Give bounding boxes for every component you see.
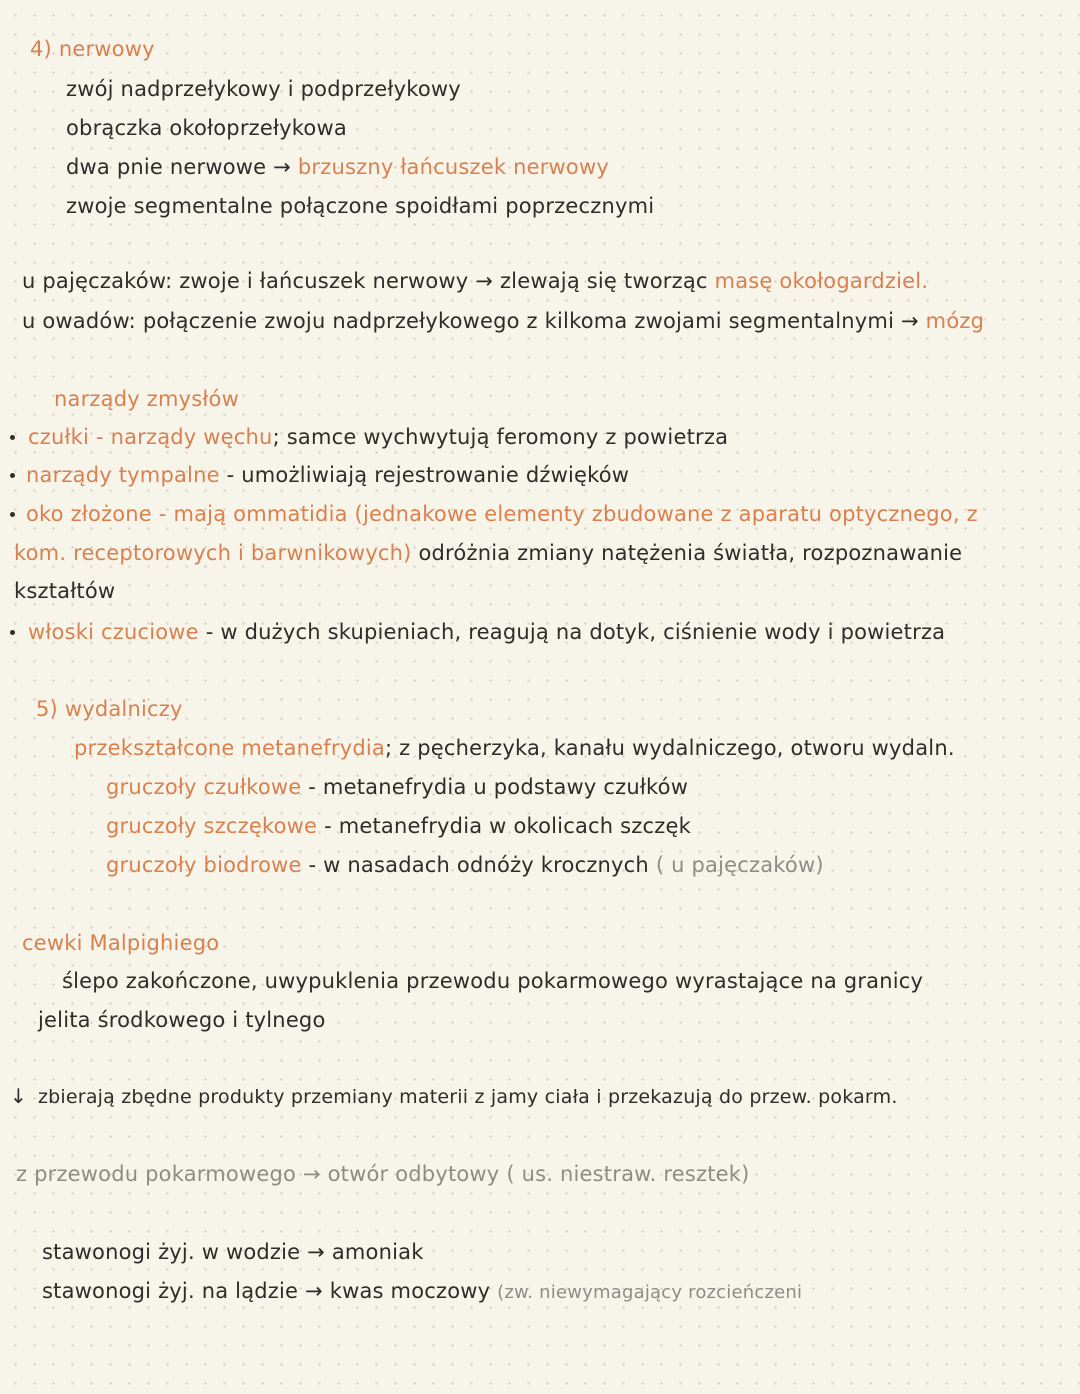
note-line: jelita środkowego i tylnego bbox=[38, 1008, 326, 1032]
arrow-down-icon: ↓ bbox=[10, 1084, 27, 1108]
note-line: ślepo zakończone, uwypuklenia przewodu pokarmowego wyrastające na granicy bbox=[62, 969, 924, 993]
note-text: stawonogi żyj. na lądzie → kwas moczowy bbox=[42, 1279, 491, 1303]
section-heading-excretory: 5) wydalniczy bbox=[36, 697, 183, 721]
note-line: obrączka okołoprzełykowa bbox=[66, 116, 347, 140]
note-line bbox=[66, 154, 609, 180]
highlight-term: masę okołogardziel. bbox=[714, 269, 929, 293]
pencil-note: → otwór odbytowy bbox=[302, 1162, 500, 1186]
note-text: dwa pnie nerwowe → bbox=[66, 155, 291, 179]
bullet-icon bbox=[10, 512, 15, 517]
note-line bbox=[106, 852, 824, 878]
note-text: - metanefrydia w okolicach szczęk bbox=[324, 814, 691, 838]
note-text: - w nasadach odnóży krocznych bbox=[308, 853, 649, 877]
pencil-note-line bbox=[16, 1161, 750, 1187]
note-text: - metanefrydia u podstawy czułków bbox=[308, 775, 689, 799]
pencil-note: ( u pajęczaków) bbox=[655, 853, 824, 877]
highlight-term: gruczoły czułkowe bbox=[106, 775, 302, 799]
bullet-icon bbox=[10, 473, 15, 478]
note-text: u owadów: połączenie zwoju nadprzełykowego z kilkoma zwojami segmentalnymi → bbox=[22, 309, 919, 333]
highlight-term: gruczoły biodrowe bbox=[106, 853, 302, 877]
note-line-spiders bbox=[22, 268, 928, 294]
note-line: zwoje segmentalne połączone spoidłami poprzecznymi bbox=[66, 194, 655, 218]
note-line bbox=[106, 774, 688, 800]
note-text: - w dużych skupieniach, reagują na dotyk, ciśnienie wody i powietrza bbox=[205, 620, 946, 644]
highlight-term: przekształcone metanefrydia bbox=[74, 736, 385, 760]
highlight-term: gruczoły szczękowe bbox=[106, 814, 318, 838]
highlight-term: kom. receptorowych i barwnikowych) bbox=[14, 541, 412, 565]
note-line bbox=[28, 424, 728, 450]
highlight-term: narządy tympalne bbox=[26, 463, 220, 487]
note-line bbox=[14, 540, 962, 566]
highlight-term: brzuszny łańcuszek nerwowy bbox=[297, 155, 609, 179]
highlight-term: włoski czuciowe bbox=[28, 620, 199, 644]
senses-heading: narządy zmysłów bbox=[54, 387, 239, 411]
note-line: zbierają zbędne produkty przemiany materii z jamy ciała i przekazują do przew. pokarm. bbox=[38, 1086, 898, 1108]
bullet-icon bbox=[10, 435, 15, 440]
note-line bbox=[26, 462, 629, 488]
malpighi-heading: cewki Malpighiego bbox=[22, 931, 220, 955]
section-heading-nervous: 4) nerwowy bbox=[30, 37, 155, 61]
pencil-note: ( us. niestraw. resztek) bbox=[506, 1162, 750, 1186]
note-text: odróżnia zmiany natężenia światła, rozpoznawanie bbox=[418, 541, 963, 565]
note-text: u pajęczaków: zwoje i łańcuszek nerwowy → zlewają się tworząc bbox=[22, 269, 708, 293]
note-text: ; z pęcherzyka, kanału wydalniczego, otworu wydaln. bbox=[385, 736, 955, 760]
note-line: stawonogi żyj. w wodzie → amoniak bbox=[42, 1240, 424, 1264]
note-text: ; samce wychwytują feromony z powietrza bbox=[272, 425, 729, 449]
highlight-term: mózg bbox=[925, 309, 985, 333]
note-line: oko złożone - mają ommatidia (jednakowe elementy zbudowane z aparatu optycznego, z bbox=[26, 502, 978, 526]
note-line bbox=[42, 1278, 802, 1306]
highlight-term: czułki - narządy węchu bbox=[28, 425, 273, 449]
bullet-icon bbox=[10, 630, 15, 635]
note-text: - umożliwiają rejestrowanie dźwięków bbox=[226, 463, 630, 487]
note-line: zwój nadprzełykowy i podprzełykowy bbox=[66, 77, 461, 101]
pencil-note: z przewodu pokarmowego bbox=[16, 1162, 297, 1186]
pencil-note: (zw. niewymagający rozcieńczeni bbox=[497, 1282, 803, 1303]
note-line-insects bbox=[22, 308, 984, 334]
note-line bbox=[74, 735, 955, 761]
note-line: kształtów bbox=[14, 579, 116, 603]
note-line bbox=[106, 813, 691, 839]
note-line bbox=[28, 619, 945, 645]
